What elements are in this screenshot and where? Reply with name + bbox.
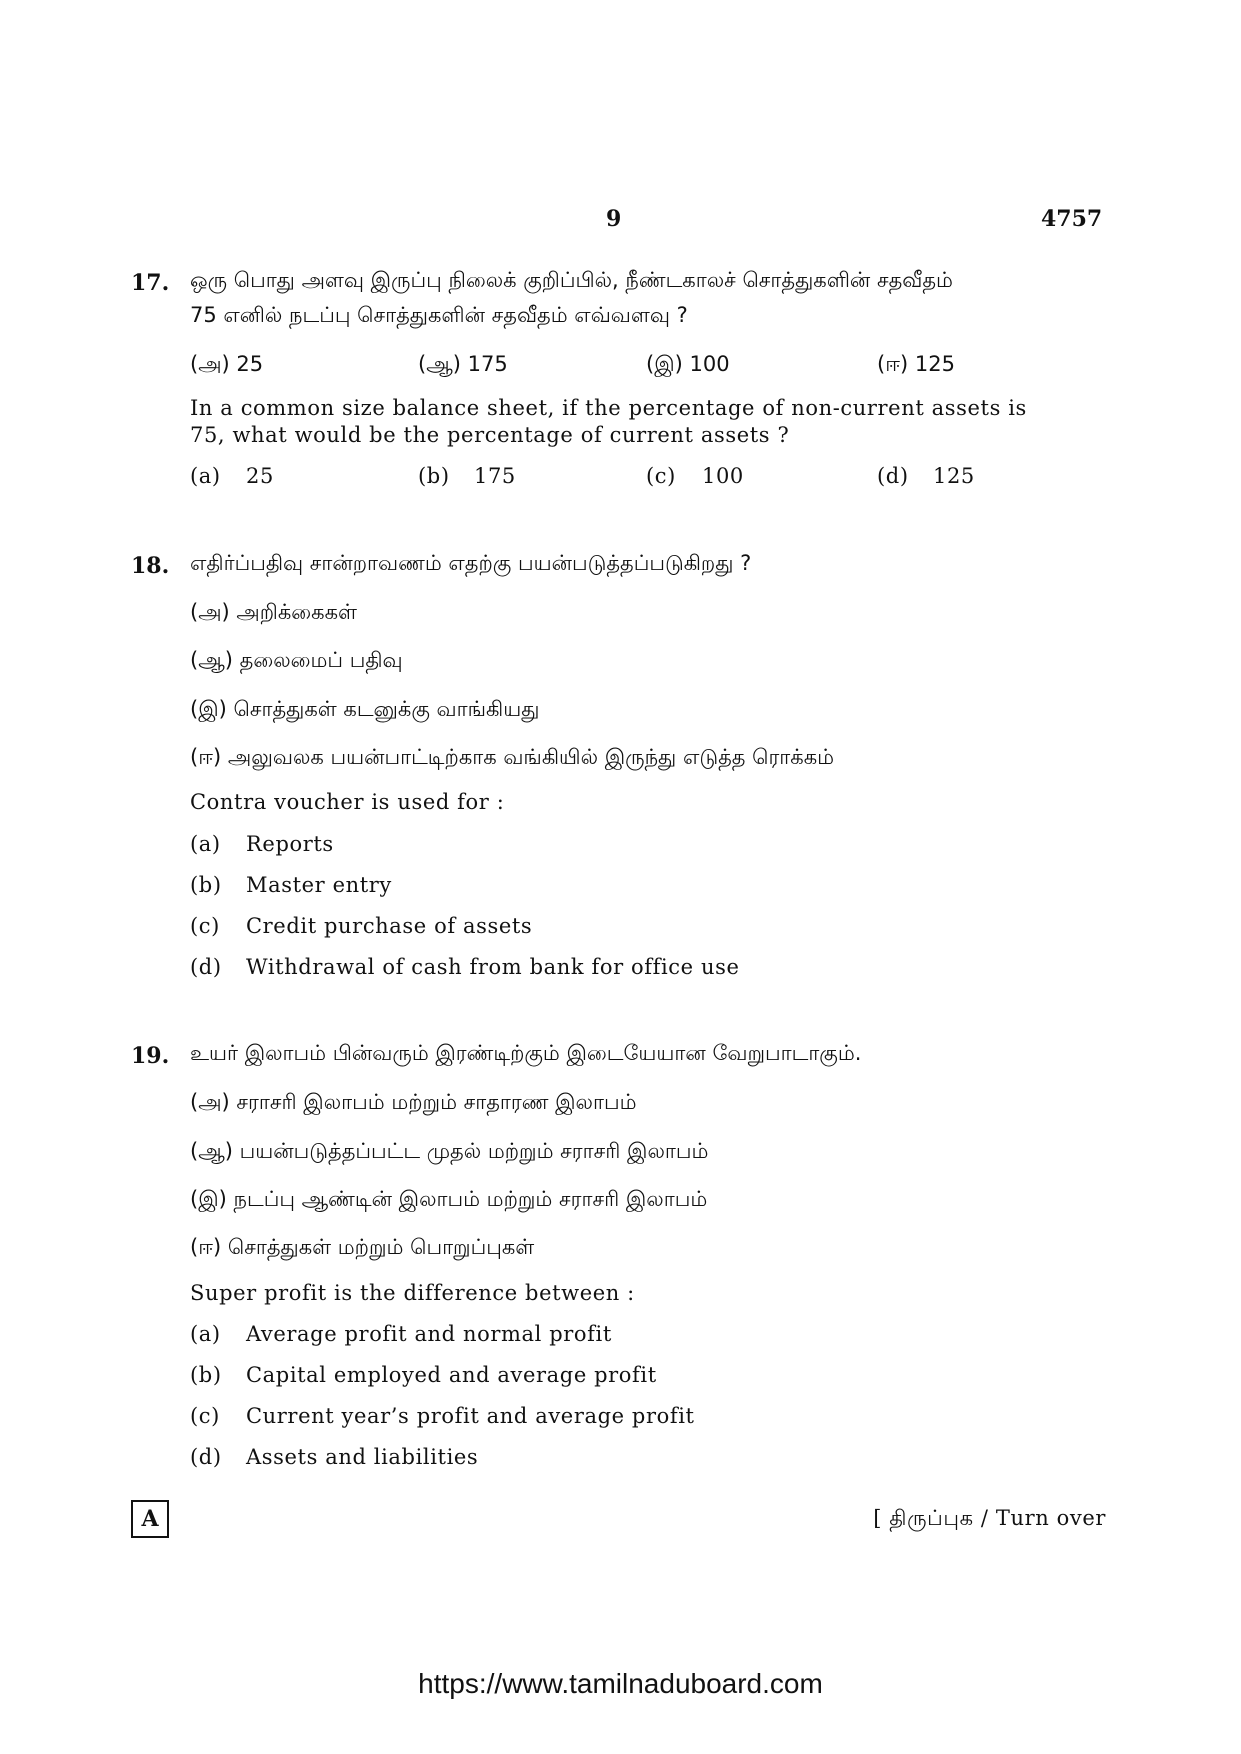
option-label: (அ) <box>190 600 230 624</box>
option-text: 125 <box>933 464 975 488</box>
option-label: (இ) <box>646 352 683 376</box>
option-label: (இ) <box>190 697 227 721</box>
question-text-english: In a common size balance sheet, if the percentage of non-current assets is <box>190 396 1027 420</box>
question-number: 19. <box>131 1043 170 1069</box>
option-label: (d) <box>190 955 222 979</box>
option-english <box>190 832 334 856</box>
option-text: பயன்படுத்தப்பட்ட முதல் மற்றும் சராசரி இலாபம் <box>239 1139 709 1163</box>
option-tamil <box>190 1139 708 1166</box>
option-tamil <box>190 1187 707 1214</box>
option-label: (ஆ) <box>418 352 461 376</box>
turn-over-note: [ திருப்புக / Turn over <box>873 1506 1106 1530</box>
option-label: (c) <box>190 1404 220 1428</box>
question-text-english: Contra voucher is used for : <box>190 790 505 814</box>
option-english <box>646 464 744 488</box>
option-tamil <box>877 352 955 379</box>
option-label: (ஈ) <box>877 352 909 376</box>
option-label: (b) <box>190 873 222 897</box>
option-label: (அ) <box>190 1090 230 1114</box>
option-text: 25 <box>246 464 274 488</box>
website-link[interactable]: https://www.tamilnaduboard.com <box>418 1668 823 1699</box>
option-text: Withdrawal of cash from bank for office use <box>246 955 740 979</box>
option-text: Assets and liabilities <box>246 1445 479 1469</box>
option-text: Average profit and normal profit <box>246 1322 612 1346</box>
option-text: அலுவலக பயன்பாட்டிற்காக வங்கியில் இருந்து எடுத்த ரொக்கம் <box>227 745 835 769</box>
option-english <box>190 873 392 897</box>
option-label: (இ) <box>190 1187 227 1211</box>
option-tamil <box>418 352 508 379</box>
option-text: தலைமைப் பதிவு <box>239 648 403 672</box>
option-tamil <box>646 352 730 379</box>
option-english <box>877 464 975 488</box>
option-tamil <box>190 697 539 724</box>
option-label: (a) <box>190 832 221 856</box>
option-text: 100 <box>702 464 744 488</box>
option-label: (அ) <box>190 352 230 376</box>
option-label: (ஆ) <box>190 648 233 672</box>
version-box: A <box>131 1500 169 1538</box>
option-english <box>190 914 532 938</box>
option-english <box>190 1363 657 1387</box>
option-label: (ஆ) <box>190 1139 233 1163</box>
question-text-tamil: எதிர்ப்பதிவு சான்றாவணம் எதற்கு பயன்படுத்தப்படுகிறது ? <box>190 551 752 575</box>
question-text-english: 75, what would be the percentage of current assets ? <box>190 423 790 447</box>
option-english <box>190 1322 612 1346</box>
option-text: Current year’s profit and average profit <box>246 1404 695 1428</box>
option-label: (a) <box>190 1322 221 1346</box>
question-number: 17. <box>131 270 170 296</box>
option-text: சொத்துகள் மற்றும் பொறுப்புகள் <box>227 1235 535 1259</box>
option-english <box>190 464 274 488</box>
option-text: சொத்துகள் கடனுக்கு வாங்கியது <box>233 697 540 721</box>
option-tamil <box>190 1235 534 1262</box>
option-text: அறிக்கைகள் <box>236 600 357 624</box>
question-text-tamil: 75 எனில் நடப்பு சொத்துகளின் சதவீதம் எவ்வளவு ? <box>190 303 688 327</box>
option-label: (b) <box>418 464 450 488</box>
option-text: Master entry <box>246 873 392 897</box>
option-text: Credit purchase of assets <box>246 914 533 938</box>
option-label: (b) <box>190 1363 222 1387</box>
option-text: 125 <box>914 352 955 376</box>
option-english <box>190 1445 478 1469</box>
option-tamil <box>190 648 403 675</box>
option-text: 175 <box>467 352 508 376</box>
option-tamil <box>190 1090 637 1117</box>
question-number: 18. <box>131 553 170 579</box>
option-english <box>190 955 740 979</box>
page-number: 9 <box>606 206 622 232</box>
option-tamil <box>190 745 834 772</box>
question-text-english: Super profit is the difference between : <box>190 1281 635 1305</box>
option-label: (c) <box>190 914 220 938</box>
option-tamil <box>190 600 357 627</box>
paper-code: 4757 <box>1041 206 1103 232</box>
option-label: (ஈ) <box>190 745 222 769</box>
option-text: Reports <box>246 832 334 856</box>
option-text: சராசரி இலாபம் மற்றும் சாதாரண இலாபம் <box>236 1090 637 1114</box>
option-label: (d) <box>190 1445 222 1469</box>
option-text: 25 <box>236 352 264 376</box>
option-english <box>418 464 516 488</box>
option-text: நடப்பு ஆண்டின் இலாபம் மற்றும் சராசரி இலாபம் <box>233 1187 708 1211</box>
option-label: (ஈ) <box>190 1235 222 1259</box>
option-text: 100 <box>689 352 730 376</box>
option-text: 175 <box>474 464 516 488</box>
question-text-tamil: உயர் இலாபம் பின்வரும் இரண்டிற்கும் இடையேயான வேறுபாடாகும். <box>190 1041 862 1065</box>
option-label: (d) <box>877 464 909 488</box>
option-label: (a) <box>190 464 221 488</box>
option-english <box>190 1404 695 1428</box>
question-text-tamil: ஒரு பொது அளவு இருப்பு நிலைக் குறிப்பில், நீண்டகாலச் சொத்துகளின் சதவீதம் <box>190 268 953 292</box>
option-label: (c) <box>646 464 676 488</box>
option-text: Capital employed and average profit <box>246 1363 657 1387</box>
option-tamil <box>190 352 263 379</box>
